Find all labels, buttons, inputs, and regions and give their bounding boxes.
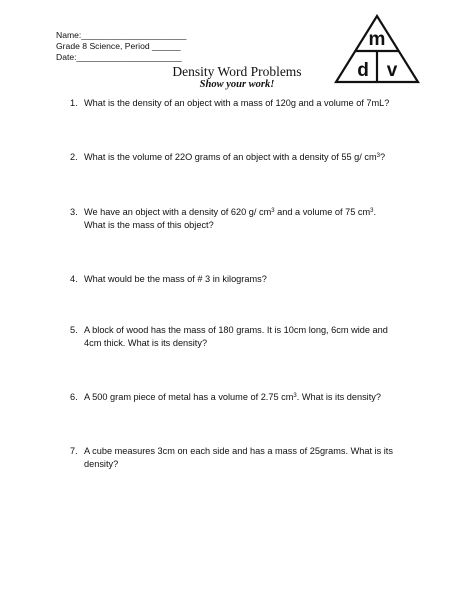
question-text-line-2: What is the mass of this object?	[84, 219, 214, 230]
triangle-mass-label: m	[368, 29, 386, 50]
question-number: 4.	[70, 274, 78, 284]
question-text: What is the density of an object with a mass of 120g and a volume of 7mL?	[84, 98, 390, 108]
question-text-line-2: density?	[84, 458, 119, 469]
question-4	[70, 273, 420, 286]
question-5	[70, 324, 420, 349]
question-6	[70, 391, 420, 404]
question-text-line-2: 4cm thick. What is its density?	[84, 337, 208, 348]
question-3	[70, 206, 420, 231]
class-period-field: Grade 8 Science, Period ______	[56, 41, 181, 51]
question-text: We have an object with a density of 620 g/ $cm^3$ and a volume of 75 $cm^3$.	[84, 207, 377, 217]
triangle-volume-label: v	[386, 60, 398, 81]
question-number: 5.	[70, 325, 78, 335]
worksheet-subtitle: Show your work!	[199, 79, 275, 90]
worksheet-title: Density Word Problems	[172, 64, 302, 79]
triangle-density-label: d	[357, 60, 369, 81]
question-text: A cube measures 3cm on each side and has a mass of 25grams. What is its	[84, 446, 393, 456]
student-info-block	[56, 30, 186, 63]
question-number: 3.	[70, 207, 78, 217]
question-7	[70, 445, 420, 470]
date-field: Date:______________________	[56, 52, 182, 62]
question-number: 7.	[70, 446, 78, 456]
question-text: What is the volume of 22O grams of an object with a density of 55 g/ $cm^3$?	[84, 152, 386, 162]
name-field: Name:______________________	[56, 30, 187, 40]
question-2	[70, 151, 420, 164]
question-text: A 500 gram piece of metal has a volume of 2.75 $cm^3$. What is its density?	[84, 392, 381, 402]
density-triangle-diagram	[334, 14, 420, 84]
question-text: What would be the mass of # 3 in kilograms?	[84, 274, 267, 284]
question-text: A block of wood has the mass of 180 grams. It is 10cm long, 6cm wide and	[84, 325, 388, 335]
question-number: 6.	[70, 392, 78, 402]
question-number: 2.	[70, 152, 78, 162]
question-1	[70, 97, 420, 110]
question-number: 1.	[70, 98, 78, 108]
